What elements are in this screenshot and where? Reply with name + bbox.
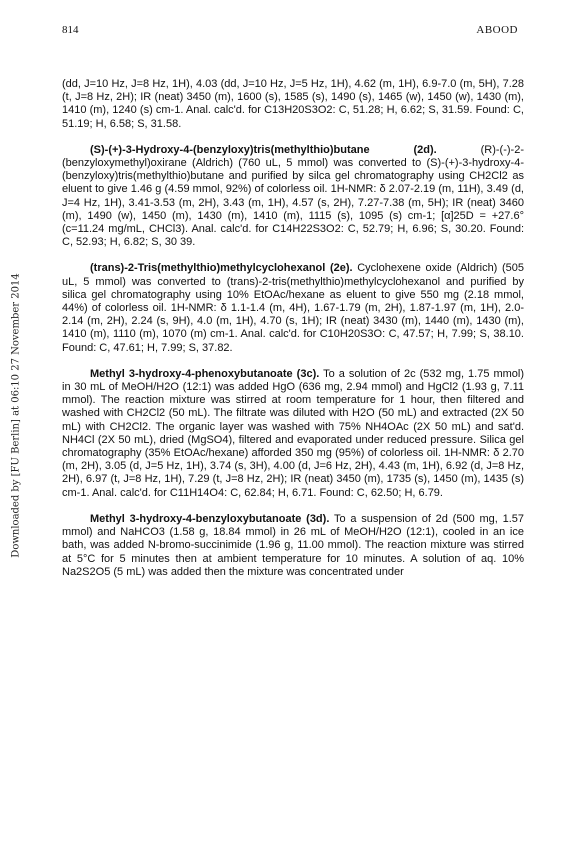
article-body bbox=[62, 78, 524, 579]
running-head: ABOOD bbox=[476, 24, 518, 36]
section-3d-title: Methyl 3-hydroxy-4-benzyloxybutanoate (3d). bbox=[90, 512, 330, 525]
section-3d-body: To a suspension of 2d (500 mg, 1.57 mmol) and NaHCO3 (1.58 g, 18.84 mmol) in 26 mL of MeOH/H2O (12:1), cooled in an ice bath, was added N-bromo-succinimide (1.96 g, 11.00 mmol). The reaction mixture was stirred at 5°C for 5 minutes then at ambient temperature for 10 minutes. A solution of aq. 10% Na2S2O5 (5 mL) was added then the mixture was concentrated under bbox=[62, 512, 525, 578]
section-2e bbox=[62, 262, 524, 354]
page-number: 814 bbox=[62, 24, 79, 36]
section-2e-title: (trans)-2-Tris(methylthio)methylcyclohexanol (2e). bbox=[90, 262, 353, 275]
page-header bbox=[62, 24, 518, 40]
section-3c bbox=[62, 368, 524, 500]
section-3c-body: To a solution of 2c (532 mg, 1.75 mmol) in 30 mL of MeOH/H2O (12:1) was added HgO (636 mg, 2.94 mmol) and HgCl2 (1.93 g, 7.11 mmol). The reaction mixture was stirred at room temperature for 1 hour, then filtered and washed with CH2Cl2 (50 mL). The filtrate was diluted with H2O (50 mL) and extracted (2X 50 mL) with CH2Cl2. The organic layer was washed with 75% NH4OAc (2X 50 mL) and sat'd. NH4Cl (2X 50 mL), dried (MgSO4), filtered and evaporated under reduced pressure. Silica gel chromatography (35% EtOAc/hexane) afforded 350 mg (95%) of colorless oil. 1H-NMR: δ 2.70 (m, 2H), 3.05 (d, J=5 Hz, 1H), 3.74 (s, 3H), 4.00 (d, J=6 Hz, 2H), 4.43 (m, 1H), 6.92 (d, J=8 Hz, 2H), 6.97 (t, J=8 Hz, 1H), 7.29 (t, J=8 Hz, 2H); IR (neat) 3450 (m), 1735 (s), 1450 (m), 1435 (s) cm-1. Anal. calc'd. for C11H14O4: C, 62.84; H, 6.71. Found: C, 62.50; H, 6.79. bbox=[62, 367, 524, 499]
section-2d-title: (S)-(+)-3-Hydroxy-4-(benzyloxy)tris(methylthio)butane (2d). bbox=[90, 143, 437, 156]
download-watermark bbox=[9, 200, 23, 630]
section-3d bbox=[62, 513, 524, 579]
section-2e-body: Cyclohexene oxide (Aldrich) (505 uL, 5 mmol) was converted to (trans)-2-tris(methylthio)methylcyclohexanol and purified by silica gel chromatography using 10% EtOAc/hexane as eluent to give 550 mg (2.18 mmol, 44%) of colorless oil. 1H-NMR: δ 1.1-1.4 (m, 4H), 1.67-1.79 (m, 2H), 1.87-1.97 (m, 1H), 2.0-2.14 (m, 2H), 2.24 (s, 9H), 4.0 (m, 1H), 4.70 (s, 1H); IR (neat) 3430 (m), 1440 (m), 1430 (m), 1410 (m), 1110 (m), 1070 (m) cm-1. Anal. calc'd. for C10H20S3O: C, 47.57; H, 7.99; S, 38.10. Found: C, 47.61; H, 7.99; S, 37.82. bbox=[62, 262, 525, 354]
section-2d-body: (R)-(-)-2-(benzyloxymethyl)oxirane (Aldrich) (760 uL, 5 mmol) was converted to (S)-(+)-3-hydroxy-4-(benzyloxy)tris(methylthio)butane and purified by silca gel chromatography using CH2Cl2 as eluent to give 1.46 g (4.59 mmol, 92%) of colorless oil. 1H-NMR: δ 2.07-2.19 (m, 11H), 3.49 (d, J=4 Hz, 1H), 3.41-3.53 (m, 2H), 3.43 (m, 1H), 4.57 (s, 2H), 7.27-7.38 (m, 5H); IR (neat) 3460 (m), 1490 (w), 1450 (m), 1430 (m), 1410 (m), 1115 (s), 1095 (s) cm-1; [α]25D = +27.6° (c=11.24 mg/mL, CHCl3). Anal. calc'd. for C14H22S3O2: C, 52.79; H, 6.96; S, 30.20. Found: C, 52.93; H, 6.82; S, 30 39. bbox=[62, 143, 524, 249]
download-watermark-text: Downloaded by [FU Berlin] at 06:10 27 November 2014 bbox=[10, 272, 22, 558]
section-3c-title: Methyl 3-hydroxy-4-phenoxybutanoate (3c). bbox=[90, 367, 320, 380]
paragraph-continued-text: (dd, J=10 Hz, J=8 Hz, 1H), 4.03 (dd, J=10 Hz, J=5 Hz, 1H), 4.62 (m, 1H), 6.9-7.0 (m, 5H), 7.28 (t, J=8 Hz, 2H); IR (neat) 3450 (m), 1600 (s), 1585 (s), 1490 (s), 1465 (w), 1450 (w), 1430 (m), 1410 (m), 1240 (s) cm-1. Anal. calc'd. for C13H20S3O2: C, 51.28; H, 6.62; S, 31.59. Found: C, 51.19; H, 6.58; S, 31.58. bbox=[62, 78, 524, 130]
paragraph-continued bbox=[62, 78, 524, 131]
section-2d bbox=[62, 144, 524, 250]
